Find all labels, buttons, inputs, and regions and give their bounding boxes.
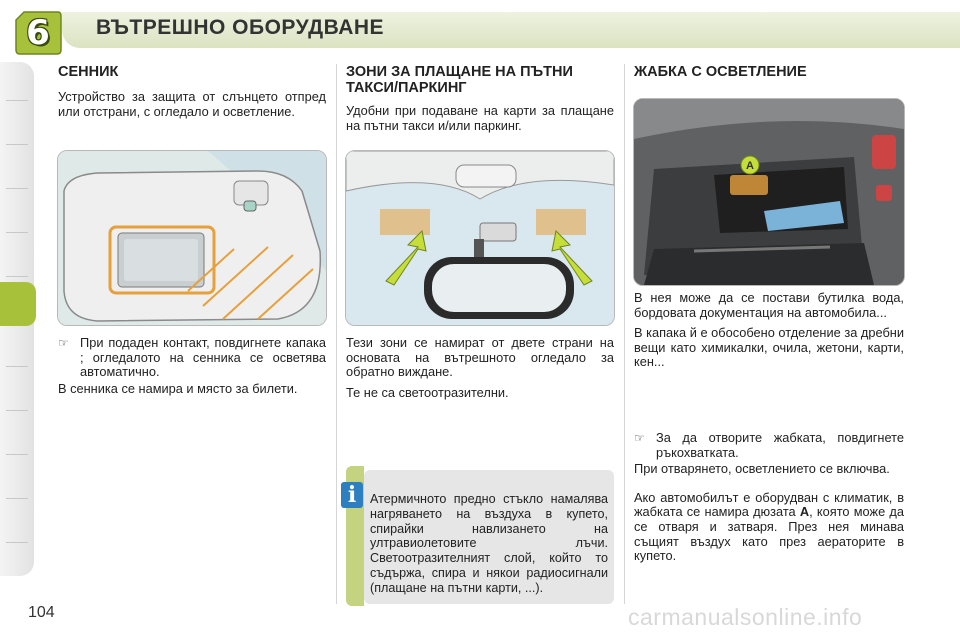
chapter-tab-active[interactable] bbox=[0, 282, 36, 326]
tab-divider bbox=[6, 188, 28, 189]
info-box bbox=[364, 470, 614, 604]
glovebox-text-lower bbox=[634, 431, 904, 564]
column-divider bbox=[336, 64, 337, 604]
column-divider bbox=[624, 64, 625, 604]
tab-divider bbox=[6, 366, 28, 367]
section-intro: Устройство за защита от слънцето отпред или отстрани, с огледало и осветление. bbox=[58, 89, 326, 119]
section-intro: Удобни при подаване на карти за плащане на пътни такси и/или паркинг. bbox=[346, 103, 614, 133]
info-icon: i bbox=[341, 482, 363, 508]
tab-divider bbox=[6, 100, 28, 101]
tab-divider bbox=[6, 144, 28, 145]
section-heading: ЗОНИ ЗА ПЛАЩАНЕ НА ПЪТНИ ТАКСИ/ПАРКИНГ bbox=[346, 64, 573, 96]
chapter-number: 6 bbox=[26, 13, 50, 53]
toll-zones-drawing bbox=[346, 151, 614, 325]
sun-visor-section bbox=[58, 64, 326, 119]
toll-zones-illustration bbox=[345, 150, 615, 326]
hand-pointer-icon: ☞ bbox=[634, 431, 645, 445]
callout-label-a: A bbox=[746, 160, 754, 172]
section-heading: СЕННИК bbox=[58, 64, 119, 80]
chapter-badge bbox=[14, 10, 62, 56]
watermark: carmanualsonline.info bbox=[628, 604, 863, 630]
tab-divider bbox=[6, 454, 28, 455]
text-run: Ако автомобилът е оборудван с климатик, в жабката се намира дюзата bbox=[634, 489, 904, 520]
hand-pointer-icon: ☞ bbox=[58, 336, 69, 350]
page-title: ВЪТРЕШНО ОБОРУДВАНЕ bbox=[96, 16, 385, 39]
glovebox-text-upper bbox=[634, 291, 904, 370]
tab-divider bbox=[6, 498, 28, 499]
tab-divider bbox=[6, 542, 28, 543]
glovebox-paragraph: При отварянето, осветлението се включва. bbox=[634, 461, 890, 477]
glovebox-paragraph: В капака й е обособено отделение за дребни вещи като химикалки, очила, жетони, карти, кен... bbox=[634, 325, 904, 370]
location-text: Тези зони се намират от двете страни на основата на вътрешното огледало за обратно виждане. bbox=[346, 335, 614, 380]
sun-visor-illustration bbox=[57, 150, 327, 326]
instruction-bullet bbox=[58, 336, 326, 380]
glovebox-paragraph bbox=[634, 491, 904, 564]
page-number: 104 bbox=[28, 604, 55, 621]
tab-divider bbox=[6, 410, 28, 411]
section-note: В сенника се намира и място за билети. bbox=[58, 380, 298, 396]
glovebox-drawing bbox=[634, 99, 904, 285]
tab-divider bbox=[6, 232, 28, 233]
sun-visor-text bbox=[58, 336, 326, 396]
section-heading: ЖАБКА С ОСВЕТЛЕНИЕ bbox=[634, 64, 807, 80]
sun-visor-drawing bbox=[58, 151, 326, 325]
glovebox-illustration bbox=[633, 98, 905, 286]
glovebox-paragraph: В нея може да се постави бутилка вода, бордовата документация на автомобила... bbox=[634, 290, 904, 320]
section-note: Те не са светоотразителни. bbox=[346, 384, 509, 400]
bullet-text: За да отворите жабката, повдигнете ръкохватката. bbox=[656, 430, 904, 460]
instruction-bullet bbox=[634, 431, 904, 460]
info-box-text: Атермичното предно стъкло намалява нагряването на въздуха в купето, спирайки навлизането на ултравиолетовите лъчи. Светоотразителният слой, който то съдържа, спира и някои радиосигнали (плащане на пътни карти, ...). bbox=[370, 492, 608, 595]
text-run: , която може да се отваря и затваря. През нея минава същият въздух като през аераторите в купето. bbox=[634, 504, 904, 564]
toll-zones-text bbox=[346, 336, 614, 400]
tab-divider bbox=[6, 276, 28, 277]
inline-callout-a: A bbox=[799, 504, 810, 520]
toll-zones-section bbox=[346, 64, 614, 133]
bullet-text: При подаден контакт, повдигнете капака ; огледалото на сенника се осветява автоматично. bbox=[80, 335, 326, 380]
glovebox-section bbox=[634, 64, 904, 80]
